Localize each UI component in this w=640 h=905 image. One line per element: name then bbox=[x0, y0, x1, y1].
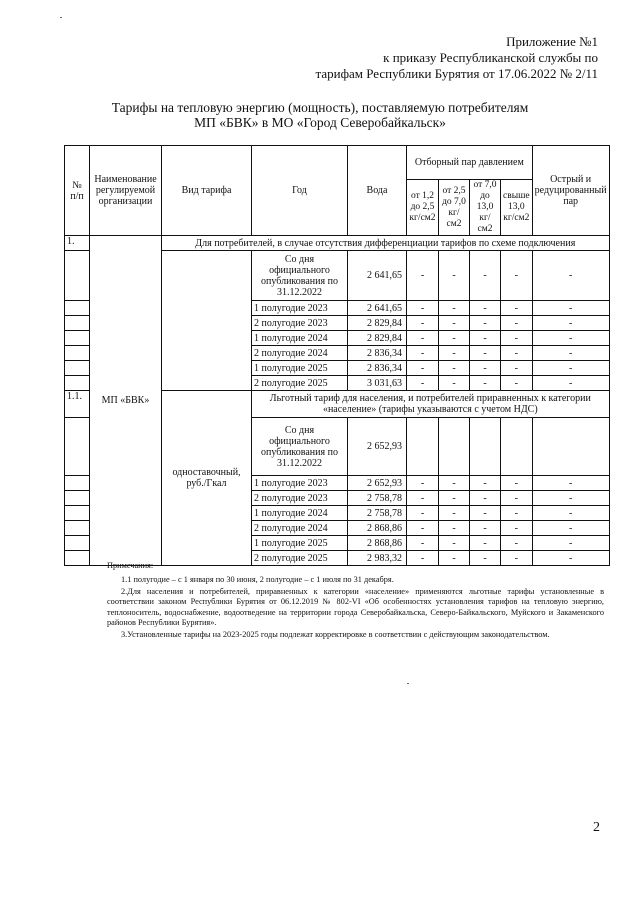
row-num-cell bbox=[65, 551, 90, 566]
water-value: 2 652,93 bbox=[348, 476, 407, 491]
water-value: 2 758,78 bbox=[348, 506, 407, 521]
table-body bbox=[65, 146, 610, 566]
period-cell: 1 полугодие 2023 bbox=[252, 476, 348, 491]
tariff-table bbox=[64, 145, 610, 566]
p2-value: - bbox=[439, 536, 470, 551]
p2-value: - bbox=[439, 376, 470, 391]
period-cell: 1 полугодие 2025 bbox=[252, 536, 348, 551]
sharp-value: - bbox=[532, 551, 609, 566]
row-num-cell bbox=[65, 251, 90, 301]
title-line-1: Тарифы на тепловую энергию (мощность), поставляемую потребителям bbox=[111, 100, 529, 115]
p2-value: - bbox=[439, 316, 470, 331]
water-value: 2 641,65 bbox=[348, 251, 407, 301]
note-2: 2.Для населения и потребителей, приравненных к категории «население» применяются льготные тарифы установленные в соответствии законом Республики Бурятия от 06.12.2019 № 802-VI «Об особенностях установления тарифов на тепловую энергию, теплоноситель, водоснабжение, водоотведение на территории города Северобайкальска, Северо-Байкальского, Муйского и Закаменского районов Республики Бурятия». bbox=[107, 586, 604, 627]
p3-value: - bbox=[470, 521, 501, 536]
p3-value: - bbox=[470, 536, 501, 551]
p2-value: - bbox=[439, 301, 470, 316]
document-header bbox=[316, 34, 598, 82]
water-value: 2 836,34 bbox=[348, 361, 407, 376]
period-cell: 1 полугодие 2024 bbox=[252, 331, 348, 346]
sharp-value: - bbox=[532, 361, 609, 376]
row-num-cell bbox=[65, 506, 90, 521]
header-kind: Вид тарифа bbox=[162, 146, 252, 236]
p3-value: - bbox=[470, 331, 501, 346]
period-cell: 2 полугодие 2025 bbox=[252, 551, 348, 566]
p2-value: - bbox=[439, 476, 470, 491]
row-num-cell bbox=[65, 521, 90, 536]
sharp-value: - bbox=[532, 331, 609, 346]
row-num-cell bbox=[65, 491, 90, 506]
water-value: 2 758,78 bbox=[348, 491, 407, 506]
sharp-value: - bbox=[532, 476, 609, 491]
header-line-3: тарифам Республики Бурятия от 17.06.2022 № 2/11 bbox=[315, 66, 598, 81]
period-cell: Со дня официального опубликования по 31.12.2022 bbox=[252, 418, 348, 476]
section-num: 1.1. bbox=[65, 391, 90, 418]
header-line-1: Приложение №1 bbox=[506, 34, 598, 49]
header-steam: Отборный пар давлением bbox=[407, 146, 533, 180]
p1-value: - bbox=[407, 476, 439, 491]
p1-value: - bbox=[407, 551, 439, 566]
water-value: 2 983,32 bbox=[348, 551, 407, 566]
p2-value: - bbox=[439, 331, 470, 346]
header-p4: свыше 13,0 кг/см2 bbox=[501, 180, 533, 236]
p4-value bbox=[501, 418, 533, 476]
document-title bbox=[0, 100, 640, 130]
p3-value: - bbox=[470, 251, 501, 301]
sharp-value: - bbox=[532, 251, 609, 301]
header-num: № п/п bbox=[65, 146, 90, 236]
row-num-cell bbox=[65, 301, 90, 316]
sharp-value bbox=[532, 418, 609, 476]
water-value: 2 641,65 bbox=[348, 301, 407, 316]
notes-heading: Примечания: bbox=[107, 561, 154, 570]
p3-value: - bbox=[470, 301, 501, 316]
section-row bbox=[65, 236, 610, 251]
p3-value: - bbox=[470, 376, 501, 391]
sharp-value: - bbox=[532, 346, 609, 361]
water-value: 2 868,86 bbox=[348, 536, 407, 551]
p4-value: - bbox=[501, 536, 533, 551]
p2-value bbox=[439, 418, 470, 476]
p3-value: - bbox=[470, 316, 501, 331]
scan-mark bbox=[60, 17, 62, 18]
section-title: Льготный тариф для населения, и потребителей приравненных к категории «население» (тарифы указываются с учетом НДС) bbox=[252, 391, 610, 418]
p4-value: - bbox=[501, 361, 533, 376]
period-cell: 1 полугодие 2023 bbox=[252, 301, 348, 316]
p2-value: - bbox=[439, 361, 470, 376]
sharp-value: - bbox=[532, 316, 609, 331]
notes bbox=[107, 561, 604, 642]
p2-value: - bbox=[439, 551, 470, 566]
sharp-value: - bbox=[532, 536, 609, 551]
header-p1: от 1,2 до 2,5 кг/см2 bbox=[407, 180, 439, 236]
water-value: 2 829,84 bbox=[348, 331, 407, 346]
period-cell: 1 полугодие 2025 bbox=[252, 361, 348, 376]
p3-value: - bbox=[470, 551, 501, 566]
sharp-value: - bbox=[532, 376, 609, 391]
p4-value: - bbox=[501, 376, 533, 391]
row-num-cell bbox=[65, 376, 90, 391]
p4-value: - bbox=[501, 506, 533, 521]
p1-value: - bbox=[407, 301, 439, 316]
p3-value: - bbox=[470, 361, 501, 376]
water-value: 2 829,84 bbox=[348, 316, 407, 331]
p2-value: - bbox=[439, 491, 470, 506]
p4-value: - bbox=[501, 316, 533, 331]
section-num: 1. bbox=[65, 236, 90, 251]
period-cell: 1 полугодие 2024 bbox=[252, 506, 348, 521]
p1-value bbox=[407, 418, 439, 476]
period-cell: 2 полугодие 2024 bbox=[252, 521, 348, 536]
p3-value: - bbox=[470, 346, 501, 361]
p4-value: - bbox=[501, 551, 533, 566]
p2-value: - bbox=[439, 251, 470, 301]
header-year: Год bbox=[252, 146, 348, 236]
sharp-value: - bbox=[532, 506, 609, 521]
row-num-cell bbox=[65, 476, 90, 491]
p2-value: - bbox=[439, 506, 470, 521]
p1-value: - bbox=[407, 316, 439, 331]
p1-value: - bbox=[407, 536, 439, 551]
p3-value: - bbox=[470, 506, 501, 521]
tariff-kind: одноставочный, руб./Гкал bbox=[162, 391, 252, 566]
row-num-cell bbox=[65, 346, 90, 361]
org-name: МП «БВК» bbox=[90, 236, 162, 566]
period-cell: 2 полугодие 2023 bbox=[252, 491, 348, 506]
p1-value: - bbox=[407, 491, 439, 506]
title-line-2: МП «БВК» в МО «Город Северобайкальск» bbox=[194, 115, 446, 130]
header-row bbox=[65, 146, 610, 180]
header-line-2: к приказу Республиканской службы по bbox=[383, 50, 598, 65]
p4-value: - bbox=[501, 491, 533, 506]
period-cell: 2 полугодие 2024 bbox=[252, 346, 348, 361]
p1-value: - bbox=[407, 251, 439, 301]
sharp-value: - bbox=[532, 301, 609, 316]
p1-value: - bbox=[407, 376, 439, 391]
p1-value: - bbox=[407, 506, 439, 521]
p3-value bbox=[470, 418, 501, 476]
header-p2: от 2,5 до 7,0 кг/см2 bbox=[439, 180, 470, 236]
water-value: 2 868,86 bbox=[348, 521, 407, 536]
header-water: Вода bbox=[348, 146, 407, 236]
p4-value: - bbox=[501, 331, 533, 346]
p3-value: - bbox=[470, 476, 501, 491]
scan-mark bbox=[407, 683, 409, 684]
p1-value: - bbox=[407, 521, 439, 536]
p4-value: - bbox=[501, 346, 533, 361]
period-cell: 2 полугодие 2023 bbox=[252, 316, 348, 331]
period-cell: Со дня официального опубликования по 31.12.2022 bbox=[252, 251, 348, 301]
p2-value: - bbox=[439, 346, 470, 361]
p1-value: - bbox=[407, 361, 439, 376]
row-num-cell bbox=[65, 536, 90, 551]
water-value: 2 836,34 bbox=[348, 346, 407, 361]
water-value: 3 031,63 bbox=[348, 376, 407, 391]
p4-value: - bbox=[501, 476, 533, 491]
section-title: Для потребителей, в случае отсутствия дифференциации тарифов по схеме подключения bbox=[162, 236, 610, 251]
header-org: Наименование регулируемой организации bbox=[90, 146, 162, 236]
row-num-cell bbox=[65, 316, 90, 331]
water-value: 2 652,93 bbox=[348, 418, 407, 476]
row-num-cell bbox=[65, 361, 90, 376]
header-sharp: Острый и редуцированный пар bbox=[532, 146, 609, 236]
p1-value: - bbox=[407, 346, 439, 361]
p2-value: - bbox=[439, 521, 470, 536]
p4-value: - bbox=[501, 251, 533, 301]
sharp-value: - bbox=[532, 521, 609, 536]
p3-value: - bbox=[470, 491, 501, 506]
note-1: 1.1 полугодие – с 1 января по 30 июня, 2 полугодие – с 1 июля по 31 декабря. bbox=[121, 574, 394, 584]
p4-value: - bbox=[501, 301, 533, 316]
row-num-cell bbox=[65, 418, 90, 476]
p4-value: - bbox=[501, 521, 533, 536]
note-3: 3.Установленные тарифы на 2023-2025 годы подлежат корректировке в соответствии с действующим законодательством. bbox=[121, 630, 550, 639]
header-p3: от 7,0 до 13,0 кг/см2 bbox=[470, 180, 501, 236]
p1-value: - bbox=[407, 331, 439, 346]
period-cell: 2 полугодие 2025 bbox=[252, 376, 348, 391]
page-number: 2 bbox=[593, 820, 600, 835]
sharp-value: - bbox=[532, 491, 609, 506]
row-num-cell bbox=[65, 331, 90, 346]
tariff-kind-empty bbox=[162, 251, 252, 391]
